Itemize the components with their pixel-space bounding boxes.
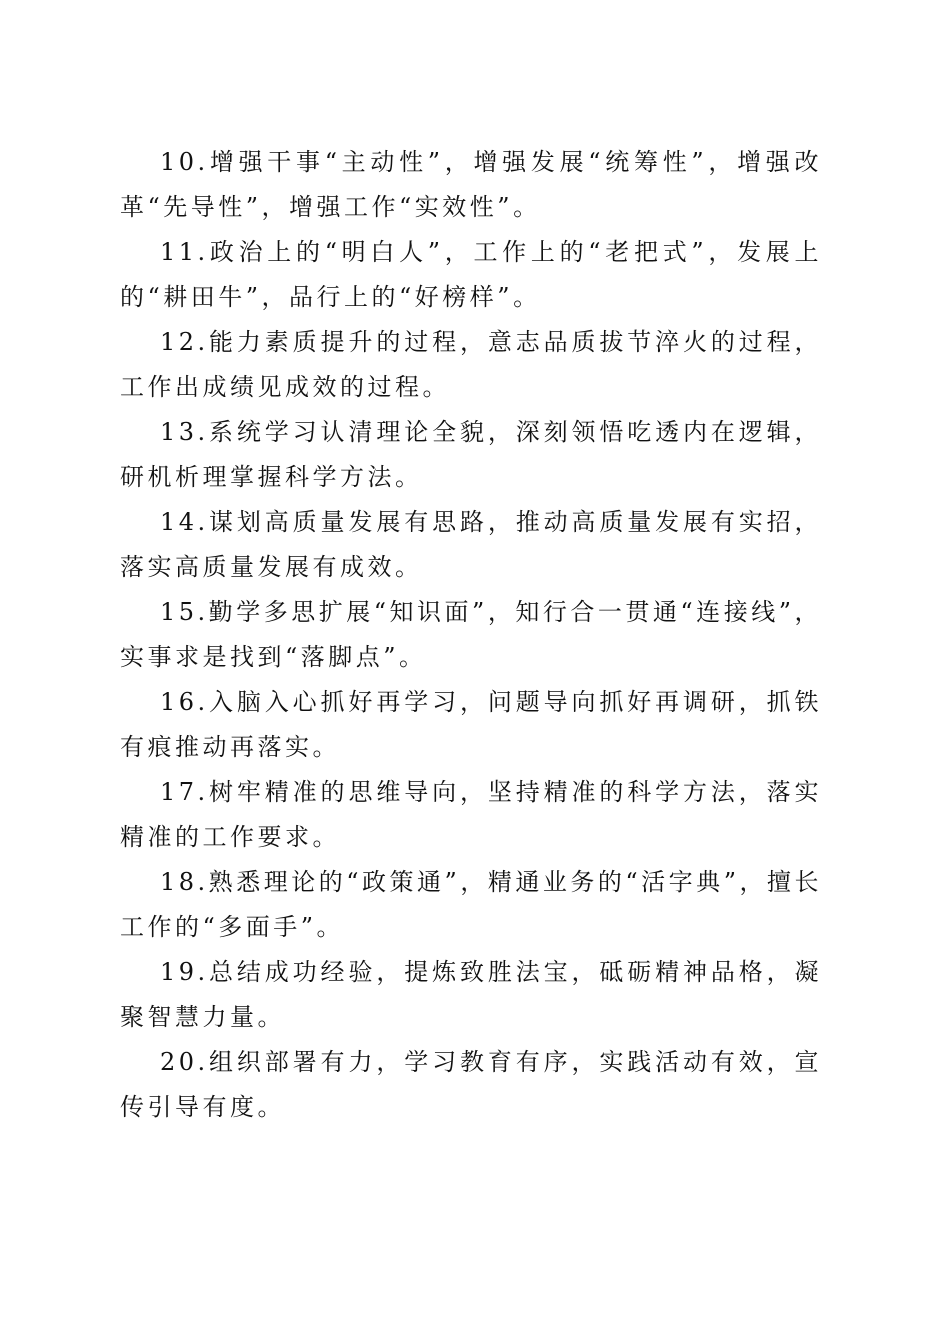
list-item: 15.勤学多思扩展“知识面”，知行合一贯通“连接线”，实事求是找到“落脚点”。 (120, 598, 822, 671)
document-body (120, 140, 822, 1130)
list-item: 16.入脑入心抓好再学习，问题导向抓好再调研，抓铁有痕推动再落实。 (120, 688, 822, 761)
list-item: 10.增强干事“主动性”，增强发展“统筹性”，增强改革“先导性”，增强工作“实效性”。 (120, 148, 822, 221)
list-item: 17.树牢精准的思维导向，坚持精准的科学方法，落实精准的工作要求。 (120, 778, 822, 851)
list-item: 14.谋划高质量发展有思路，推动高质量发展有实招，落实高质量发展有成效。 (120, 508, 822, 581)
list-item: 13.系统学习认清理论全貌，深刻领悟吃透内在逻辑，研机析理掌握科学方法。 (120, 418, 822, 491)
list-item: 19.总结成功经验，提炼致胜法宝，砥砺精神品格，凝聚智慧力量。 (120, 958, 822, 1031)
list-item: 12.能力素质提升的过程，意志品质拔节淬火的过程，工作出成绩见成效的过程。 (120, 328, 822, 401)
list-item: 11.政治上的“明白人”，工作上的“老把式”，发展上的“耕田牛”，品行上的“好榜样”。 (120, 238, 822, 311)
list-item: 20.组织部署有力，学习教育有序，实践活动有效，宣传引导有度。 (120, 1048, 822, 1121)
list-item: 18.熟悉理论的“政策通”，精通业务的“活字典”，擅长工作的“多面手”。 (120, 868, 822, 941)
